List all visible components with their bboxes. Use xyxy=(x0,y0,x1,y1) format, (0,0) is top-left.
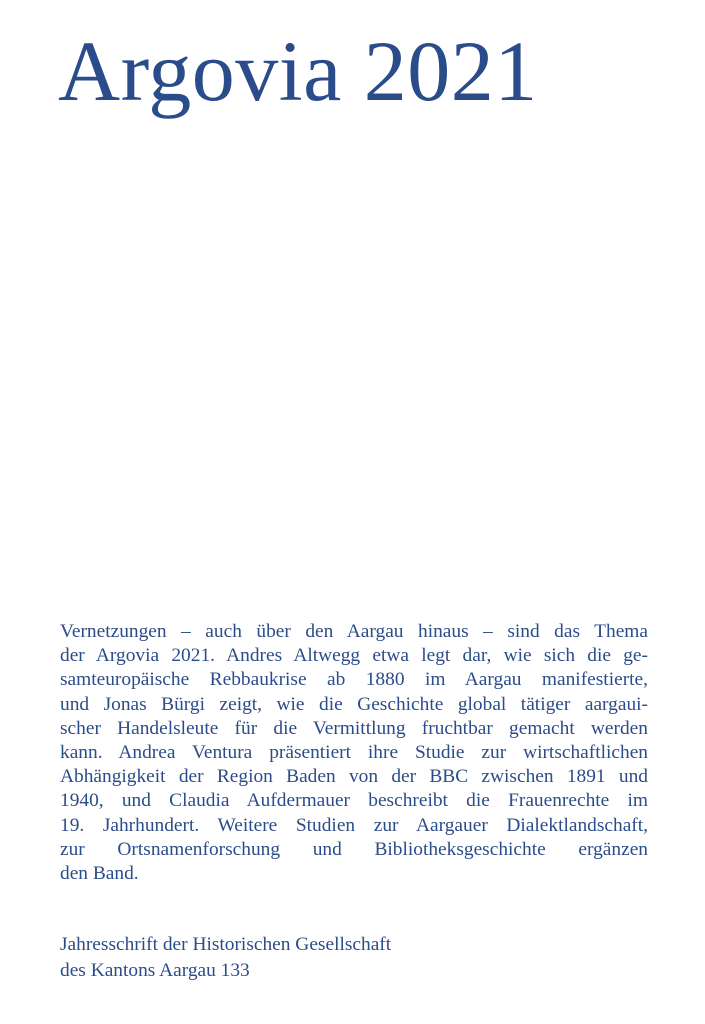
blurb-line: kann. Andrea Ventura präsentiert ihre Studie zur wirtschaftlichen xyxy=(60,742,648,764)
blurb-line: zur Ortsnamenforschung und Bibliotheksgeschichte ergänzen xyxy=(60,838,648,860)
blurb-line: 19. Jahrhundert. Weitere Studien zur Aargauer Dialektlandschaft, xyxy=(60,814,648,836)
blurb-line: den Band. xyxy=(60,863,139,885)
blurb-line: und Jonas Bürgi zeigt, wie die Geschichte global tätiger aargaui- xyxy=(60,693,648,715)
series-line: des Kantons Aargau 133 xyxy=(60,960,250,981)
blurb-line: scher Handelsleute für die Vermittlung fruchtbar gemacht werden xyxy=(60,717,648,739)
cover-title: Argovia 2021 xyxy=(58,23,538,119)
series-line: Jahresschrift der Historischen Gesellschaft xyxy=(60,934,392,955)
blurb-line: Vernetzungen – auch über den Aargau hinaus – sind das Thema xyxy=(60,621,648,642)
blurb-line: der Argovia 2021. Andres Altwegg etwa legt dar, wie sich die ge- xyxy=(60,645,648,667)
blurb-line: Abhängigkeit der Region Baden von der BBC zwischen 1891 und xyxy=(60,766,648,788)
blurb-line: 1940, und Claudia Aufdermauer beschreibt die Frauenrechte im xyxy=(60,790,648,812)
series-note xyxy=(60,932,391,984)
cover-blurb xyxy=(60,620,648,886)
blurb-line: samteuropäische Rebbaukrise ab 1880 im Aargau manifestierte, xyxy=(60,669,648,691)
